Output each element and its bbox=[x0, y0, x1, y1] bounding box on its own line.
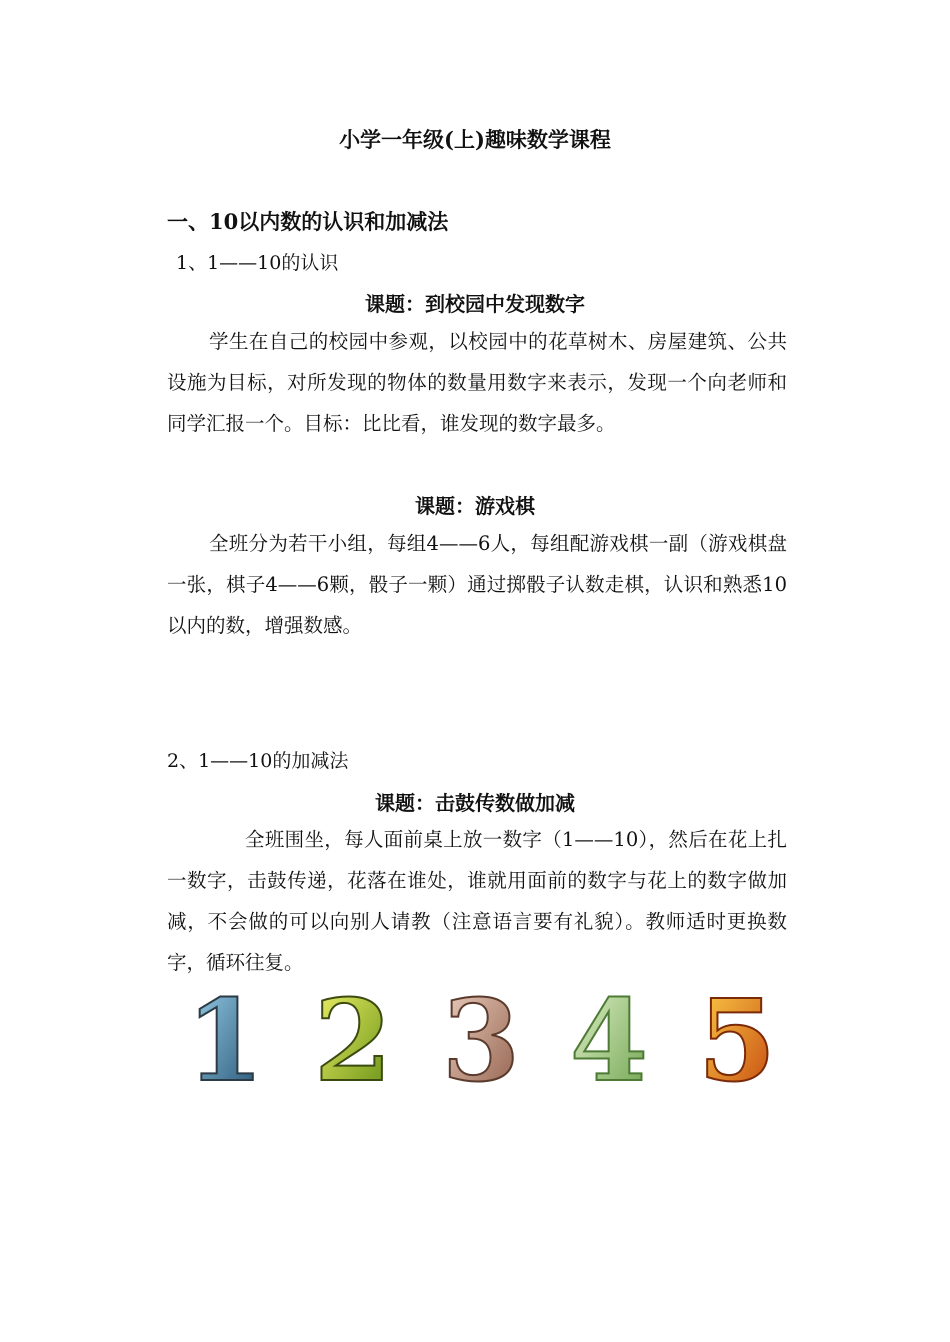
number-illustration bbox=[175, 990, 795, 1100]
page-title: 小学一年级(上)趣味数学课程 bbox=[339, 127, 611, 152]
paragraph-3: 全班围坐，每人面前桌上放一数字（1——10），然后在花上扎一数字，击鼓传递，花落在谁处，谁就用面前的数字与花上的数字做加减，不会做的可以向别人请教（注意语言要有礼貌）。教师适时更换数字，循环往复。 bbox=[167, 828, 787, 974]
digit-1-image bbox=[175, 990, 275, 1090]
paragraph-2: 全班分为若干小组，每组4——6人，每组配游戏棋一副（游戏棋盘一张，棋子4——6颗，骰子一颗）通过掷骰子认数走棋，认识和熟悉10以内的数，增强数感。 bbox=[167, 532, 787, 637]
digit-4-image bbox=[559, 990, 659, 1090]
digit-2-image bbox=[303, 990, 403, 1090]
digit-3-image bbox=[431, 990, 531, 1090]
topic-heading-2: 课题：游戏棋 bbox=[415, 494, 535, 518]
digit-1-glyph: 1 bbox=[186, 990, 264, 1090]
digit-4-glyph: 4 bbox=[570, 990, 648, 1090]
digit-5-glyph: 5 bbox=[698, 990, 776, 1090]
subsection-heading-1: 1、1——10的认识 bbox=[176, 252, 339, 274]
digit-3-glyph: 3 bbox=[442, 990, 520, 1090]
digit-5-image bbox=[687, 990, 787, 1090]
section-heading-1: 一、10以内数的认识和加减法 bbox=[167, 209, 449, 234]
paragraph-1: 学生在自己的校园中参观，以校园中的花草树木、房屋建筑、公共设施为目标，对所发现的物体的数量用数字来表示，发现一个向老师和同学汇报一个。目标：比比看，谁发现的数字最多。 bbox=[167, 330, 787, 435]
topic-heading-1: 课题：到校园中发现数字 bbox=[365, 292, 585, 316]
subsection-heading-2: 2、1——10的加减法 bbox=[167, 750, 349, 772]
topic-heading-3: 课题：击鼓传数做加减 bbox=[375, 791, 575, 815]
digit-2-glyph: 2 bbox=[314, 990, 392, 1090]
